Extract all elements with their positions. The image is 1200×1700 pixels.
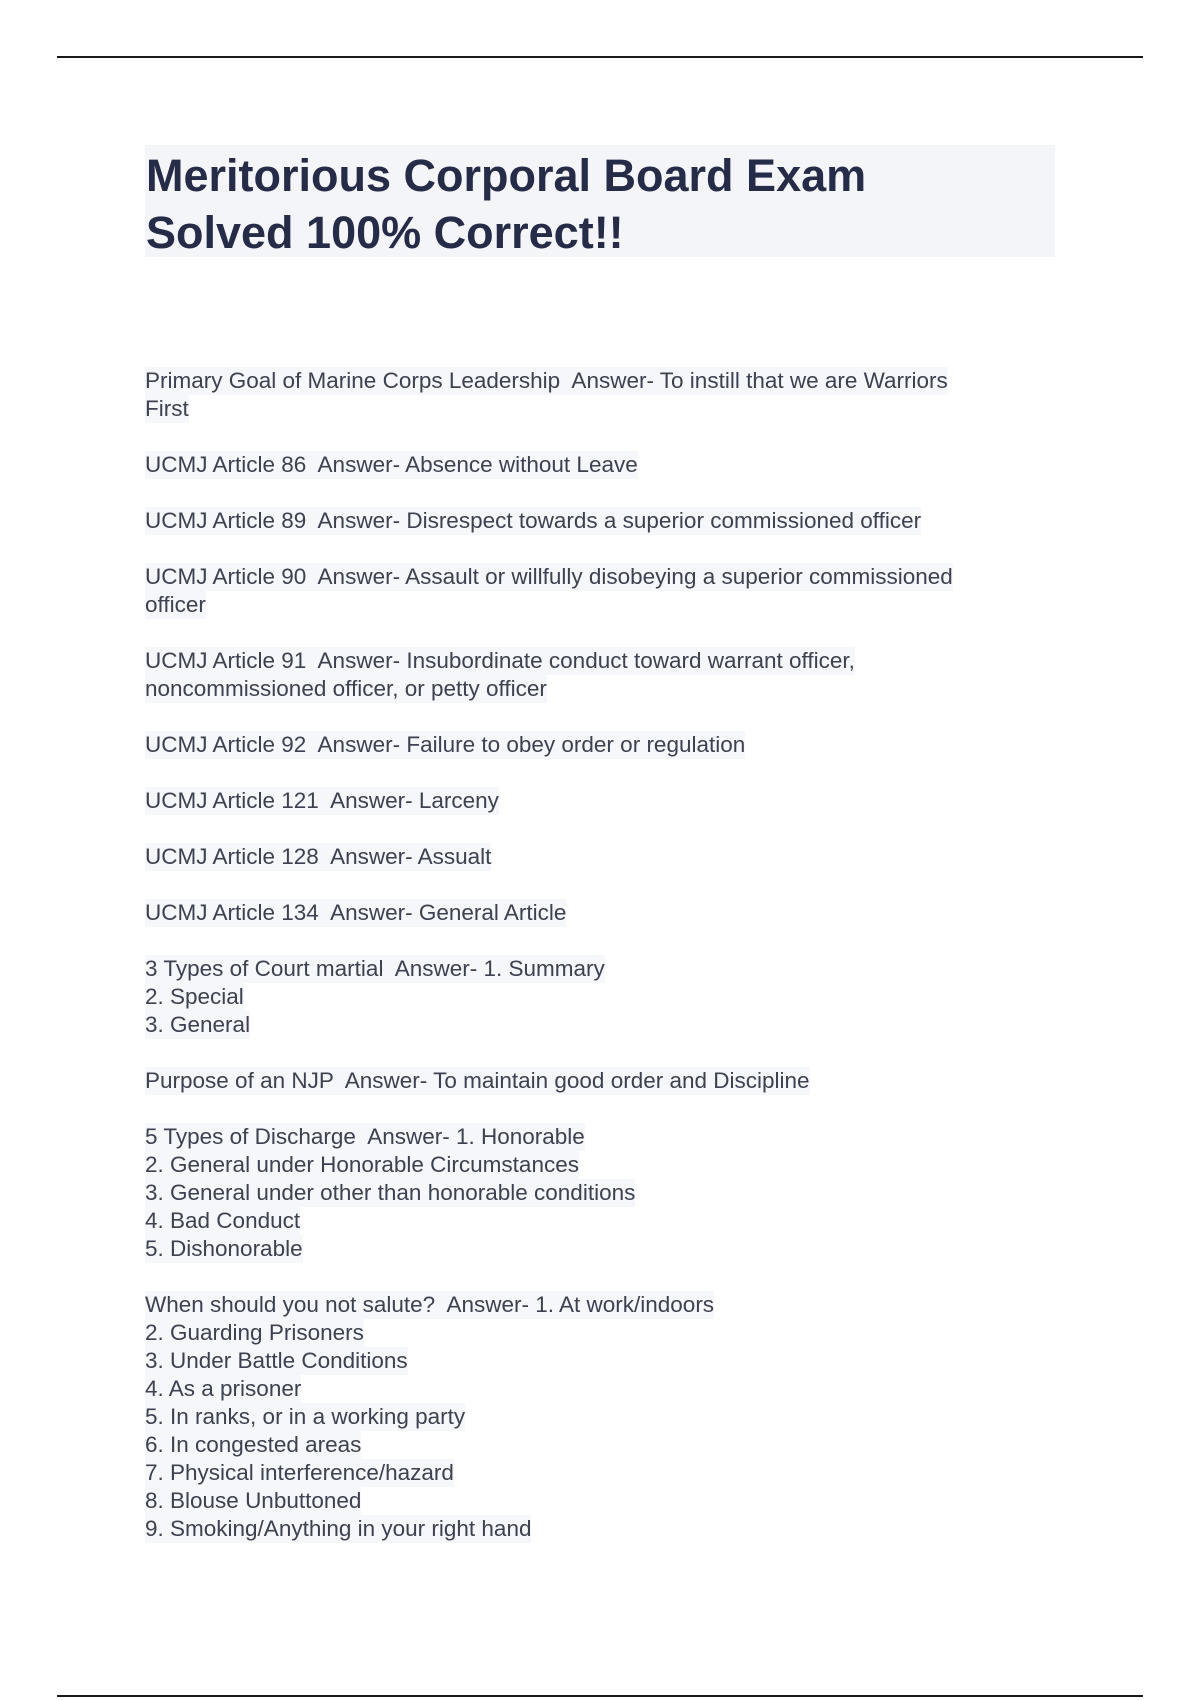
qa-item [145, 367, 1065, 423]
qa-item [145, 955, 1065, 1039]
qa-line: UCMJ Article 92 Answer- Failure to obey order or regulation [145, 732, 746, 757]
qa-line: UCMJ Article 134 Answer- General Article [145, 900, 567, 925]
qa-line: UCMJ Article 86 Answer- Absence without Leave [145, 452, 638, 477]
qa-line: 3. General [145, 1012, 251, 1037]
qa-line: 3. Under Battle Conditions [145, 1348, 408, 1373]
qa-item [145, 1067, 1065, 1095]
qa-line: 5. Dishonorable [145, 1236, 303, 1261]
page-top-rule [57, 56, 1143, 58]
qa-line: 6. In congested areas [145, 1432, 362, 1457]
document-title-line-2: Solved 100% Correct!! [146, 207, 624, 258]
qa-line: 4. Bad Conduct [145, 1208, 301, 1233]
qa-line: First [145, 396, 189, 421]
qa-line: 2. Guarding Prisoners [145, 1320, 364, 1345]
page-bottom-rule [57, 1695, 1143, 1697]
qa-line: noncommissioned officer, or petty officer [145, 676, 547, 701]
qa-line: UCMJ Article 121 Answer- Larceny [145, 788, 499, 813]
qa-item [145, 787, 1065, 815]
qa-line: Primary Goal of Marine Corps Leadership Answer- To instill that we are Warriors [145, 368, 948, 393]
qa-line: UCMJ Article 91 Answer- Insubordinate conduct toward warrant officer, [145, 648, 855, 673]
document-title [146, 147, 1046, 261]
qa-item [145, 647, 1065, 703]
qa-item [145, 899, 1065, 927]
qa-line: UCMJ Article 128 Answer- Assualt [145, 844, 492, 869]
qa-item [145, 843, 1065, 871]
qa-line: officer [145, 592, 206, 617]
qa-item [145, 1291, 1065, 1543]
qa-line: 2. General under Honorable Circumstances [145, 1152, 579, 1177]
qa-line: 5. In ranks, or in a working party [145, 1404, 466, 1429]
document-title-line-1: Meritorious Corporal Board Exam [146, 150, 867, 201]
qa-line: 3. General under other than honorable conditions [145, 1180, 636, 1205]
qa-item [145, 731, 1065, 759]
qa-line: UCMJ Article 90 Answer- Assault or willfully disobeying a superior commissioned [145, 564, 953, 589]
qa-item [145, 1123, 1065, 1263]
qa-line: 9. Smoking/Anything in your right hand [145, 1516, 532, 1541]
qa-item [145, 507, 1065, 535]
qa-line: 4. As a prisoner [145, 1376, 302, 1401]
qa-line: Purpose of an NJP Answer- To maintain good order and Discipline [145, 1068, 810, 1093]
qa-line: 8. Blouse Unbuttoned [145, 1488, 362, 1513]
qa-item [145, 451, 1065, 479]
qa-line: 3 Types of Court martial Answer- 1. Summary [145, 956, 605, 981]
qa-line: 2. Special [145, 984, 244, 1009]
qa-line: 7. Physical interference/hazard [145, 1460, 454, 1485]
qa-line: 5 Types of Discharge Answer- 1. Honorable [145, 1124, 585, 1149]
qa-line: When should you not salute? Answer- 1. At work/indoors [145, 1292, 715, 1317]
qa-line: UCMJ Article 89 Answer- Disrespect towards a superior commissioned officer [145, 508, 922, 533]
qa-list [145, 367, 1065, 1571]
qa-item [145, 563, 1065, 619]
